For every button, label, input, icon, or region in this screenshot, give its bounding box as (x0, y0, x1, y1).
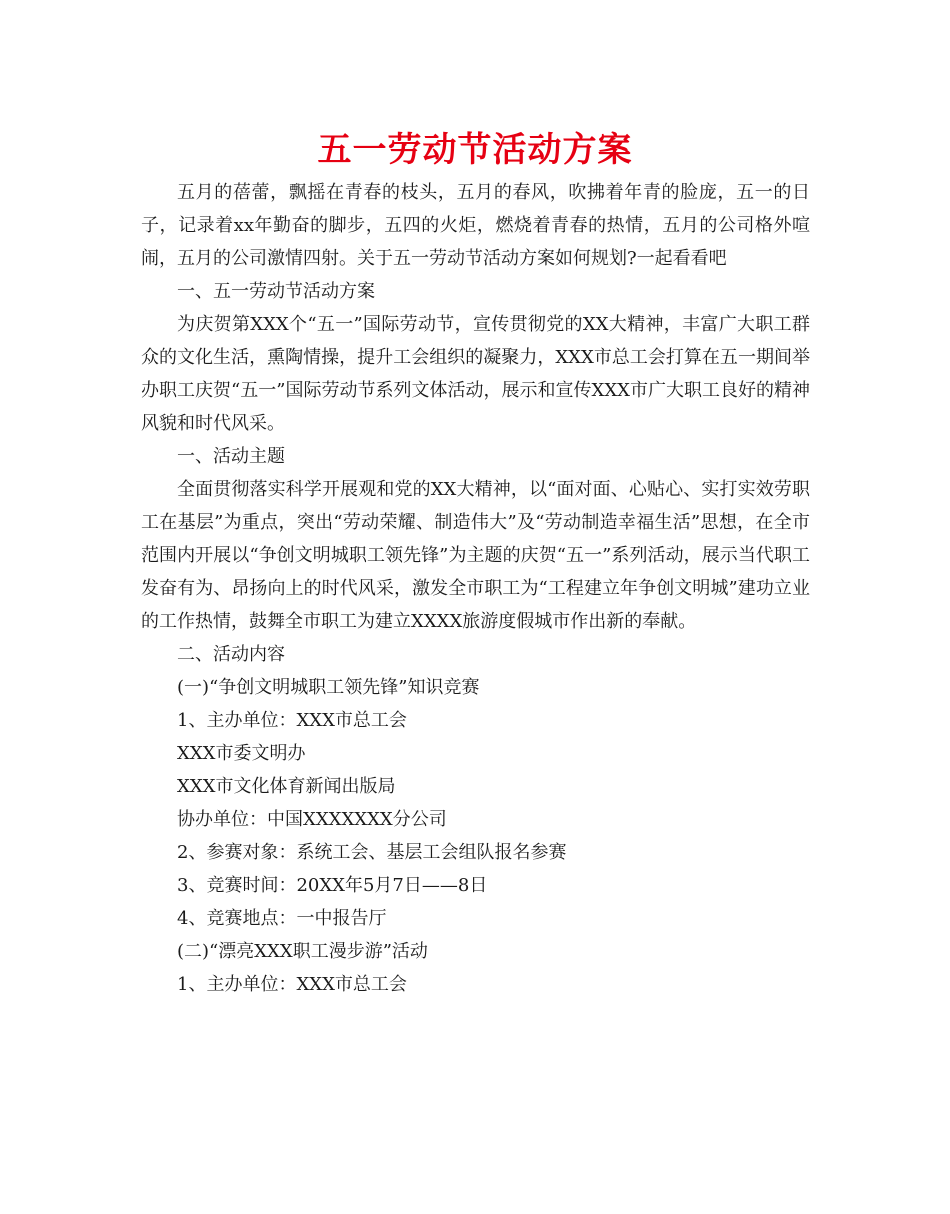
list-item: (二)“漂亮XXX职工漫步游”活动 (177, 941, 428, 962)
theme-paragraph: 全面贯彻落实科学开展观和党的XX大精神，以“面对面、心贴心、实打实效劳职工在基层”为重点，突出“劳动荣耀、制造伟大”及“劳动制造幸福生活”思想，在全市范围内开展以“争创文明城职工领先锋”为主题的庆贺“五一”系列活动，展示当代职工发奋有为、昂扬向上的时代风采，激发全市职工为“工程建立年争创文明城”建功立业的工作热情，鼓舞全市职工为建立XXXX旅游度假城市作出新的奉献。 (141, 479, 810, 632)
list-item: 协办单位：中国XXXXXXX分公司 (177, 809, 447, 830)
list-item: 3、竞赛时间：20XX年5月7日——8日 (177, 875, 488, 896)
section1-paragraph: 为庆贺第XXX个“五一”国际劳动节，宣传贯彻党的XX大精神，丰富广大职工群众的文化生活，熏陶情操，提升工会组织的凝聚力，XXX市总工会打算在五一期间举办职工庆贺“五一”国际劳动节系列文体活动，展示和宣传XXX市广大职工良好的精神风貌和时代风采。 (141, 314, 810, 434)
list-item: XXX市文化体育新闻出版局 (177, 776, 396, 797)
list-item: 2、参赛对象：系统工会、基层工会组队报名参赛 (177, 842, 567, 863)
theme-heading: 一、活动主题 (177, 446, 285, 467)
list-item: 4、竞赛地点：一中报告厅 (177, 908, 387, 929)
list-item: 1、主办单位：XXX市总工会 (177, 974, 407, 995)
content-heading: 二、活动内容 (177, 644, 285, 665)
document-title: 五一劳动节活动方案 (317, 130, 633, 170)
list-item: (一)“争创文明城职工领先锋”知识竞赛 (177, 677, 480, 698)
intro-paragraph: 五月的蓓蕾，飘摇在青春的枝头，五月的春风，吹拂着年青的脸庞，五一的日子，记录着xx年勤奋的脚步，五四的火炬，燃烧着青春的热情，五月的公司格外喧闹，五月的公司激情四射。关于五一劳动节活动方案如何规划?一起看看吧 (141, 182, 810, 269)
list-item: 1、主办单位：XXX市总工会 (177, 710, 407, 731)
section1-heading: 一、五一劳动节活动方案 (177, 281, 375, 302)
list-item: XXX市委文明办 (177, 743, 306, 764)
document-body (141, 176, 810, 1001)
